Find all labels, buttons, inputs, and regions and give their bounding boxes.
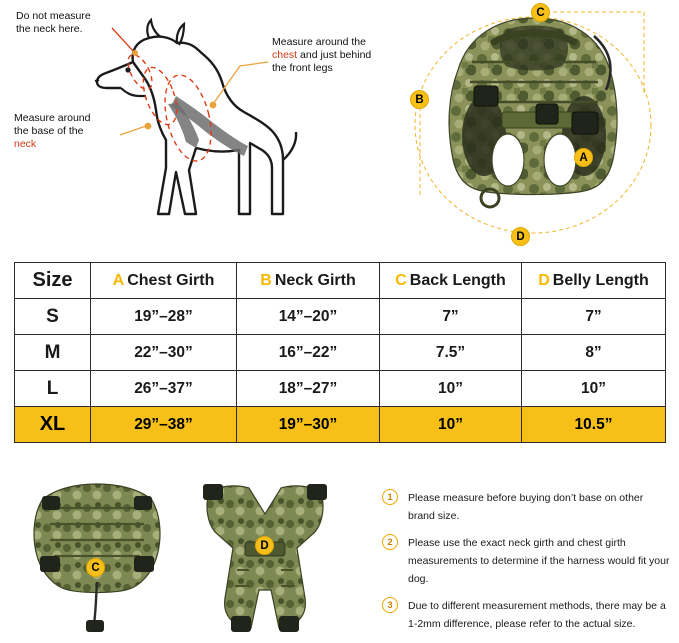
annotation-neck-base [14, 112, 126, 151]
note-text: Please use the exact neck girth and chest girth measurements to determine if the harness would fit your dog. [408, 537, 670, 585]
annotation-neck-warning-line2: the neck here. [16, 23, 83, 35]
cell-chest: 29”–38” [91, 407, 237, 443]
cell-chest: 26”–37” [91, 371, 237, 407]
annotation-chest-line1: Measure around the [272, 36, 366, 48]
harness-photo-svg [398, 0, 679, 248]
cell-back: 10” [380, 407, 522, 443]
cell-neck: 19”–30” [237, 407, 380, 443]
cell-neck: 16”–22” [237, 335, 380, 371]
size-table-wrapper [14, 262, 665, 443]
badge-d-bottom: D [255, 536, 274, 555]
note-item [382, 596, 672, 632]
cell-chest: 22”–30” [91, 335, 237, 371]
header-back-length: C Back Length [380, 263, 522, 299]
note-item [382, 488, 672, 524]
cell-size: L [15, 371, 91, 407]
annotation-neck-warning [16, 10, 134, 36]
cell-back: 10” [380, 371, 522, 407]
header-letter-b: B [260, 271, 272, 289]
badge-d-belly-length: D [511, 227, 530, 246]
annotation-neck-base-line1: Measure around [14, 112, 91, 124]
harness-photo-front-view [185, 478, 345, 638]
dog-measurement-diagram [0, 0, 400, 248]
note-text: Due to different measurement methods, there may be a 1-2mm difference, please refer to the actual size. [408, 600, 666, 630]
note-text: Please measure before buying don’t base on other brand size. [408, 492, 644, 522]
header-letter-c: C [395, 271, 407, 289]
header-neck-girth: B Neck Girth [237, 263, 380, 299]
note-number: 2 [382, 534, 398, 550]
cell-belly: 10” [522, 371, 666, 407]
table-header-row [15, 263, 666, 299]
badge-b-neck-girth: B [410, 90, 429, 109]
annotation-neck-base-line2: the base of the [14, 125, 84, 137]
annotation-chest-keyword: chest [272, 49, 298, 61]
note-number: 3 [382, 597, 398, 613]
annotation-neck-warning-line1: Do not measure [16, 10, 91, 22]
cell-neck: 18”–27” [237, 371, 380, 407]
cell-chest: 19”–28” [91, 299, 237, 335]
header-letter-a: A [112, 271, 125, 289]
header-size: Size [15, 263, 91, 299]
table-row [15, 371, 666, 407]
cell-belly: 10.5” [522, 407, 666, 443]
table-row [15, 299, 666, 335]
harness-front-view-svg [185, 478, 345, 638]
notes-list [382, 488, 672, 641]
badge-a-chest-girth: A [574, 148, 593, 167]
bottom-section [0, 478, 679, 639]
cell-size: XL [15, 407, 91, 443]
note-item [382, 533, 672, 587]
harness-photo-panel [398, 0, 679, 248]
cell-back: 7” [380, 299, 522, 335]
annotation-neck-base-keyword: neck [14, 138, 37, 150]
cell-size: S [15, 299, 91, 335]
size-table [14, 262, 666, 443]
annotation-chest-line3: the front legs [272, 62, 333, 74]
badge-c-bottom: C [86, 558, 105, 577]
header-chest-girth: A Chest Girth [91, 263, 237, 299]
note-number: 1 [382, 489, 398, 505]
cell-back: 7.5” [380, 335, 522, 371]
annotation-chest-line2: and just behind [297, 49, 372, 61]
table-row-highlighted [15, 407, 666, 443]
header-belly-length: D Belly Length [522, 263, 666, 299]
table-row [15, 335, 666, 371]
cell-belly: 7” [522, 299, 666, 335]
cell-belly: 8” [522, 335, 666, 371]
header-letter-d: D [538, 271, 550, 289]
cell-neck: 14”–20” [237, 299, 380, 335]
cell-size: M [15, 335, 91, 371]
top-section [0, 0, 679, 248]
badge-c-back-length: C [531, 3, 550, 22]
annotation-chest [272, 36, 400, 75]
harness-photo-top-view [22, 482, 172, 638]
